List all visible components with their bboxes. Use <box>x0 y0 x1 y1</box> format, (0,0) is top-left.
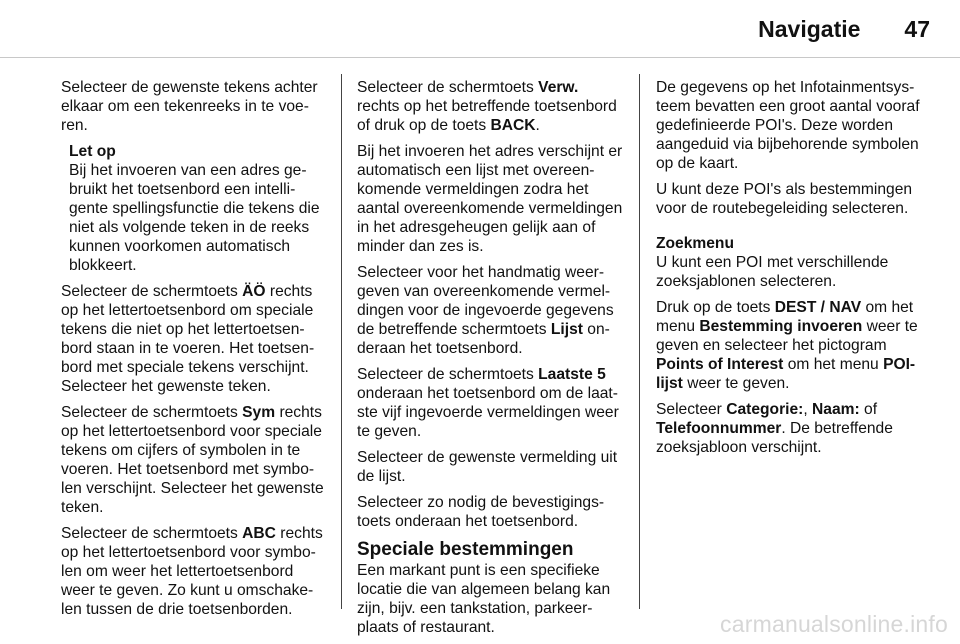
paragraph: Selecteer voor het handmatig weergeven van overeenkomende vermeldingen voor de ingevoerde gegevens de betreffende schermtoets Lijst onderaan het toetsenbord. <box>357 264 614 357</box>
key-label: Verw. <box>538 79 579 96</box>
paragraph: Selecteer de schermtoets ABC rechts op het lettertoetsenbord voor symbolen om weer het lettertoetsenbord weer te geven. Zo kunt u omschakelen tussen de drie toetsenborden. <box>61 525 323 618</box>
column-2 <box>357 78 625 644</box>
column-divider <box>341 74 342 609</box>
key-label: Lijst <box>550 321 583 338</box>
note-text: Bij het invoeren van een adres gebruikt het toetsenbord een intelligente spellingsfunctie die tekens die niet als volgende teken in de reeks kunnen voorkomen automatisch blokkeert. <box>69 162 320 274</box>
option-label: Telefoonnummer <box>656 420 782 437</box>
key-label: Sym <box>242 404 276 421</box>
page-number: 47 <box>904 16 930 42</box>
column-3 <box>656 78 928 464</box>
option-label: Categorie: <box>726 401 804 418</box>
paragraph: Selecteer de schermtoets ÄÖ rechts op het lettertoetsenbord om speciale tekens die niet op het lettertoetsenbord staan in te voeren. Het toetsenbord met speciale tekens verschijnt. Selecteer het gewenste teken. <box>61 283 315 395</box>
menu-label: POI-lijst <box>656 356 916 392</box>
watermark: carmanualsonline.info <box>720 611 948 637</box>
paragraph: Bij het invoeren het adres verschijnt er automatisch een lijst met overeenkomende vermeldingen zodra het aantal overeenkomende vermeldingen in het adresgeheugen gelijk aan of minder dan zes is. <box>357 143 623 255</box>
key-label: Laatste 5 <box>538 366 606 383</box>
key-label: BACK <box>490 117 536 134</box>
paragraph: Selecteer de gewenste tekens achter elkaar om een tekenreeks in te voeren. <box>61 79 318 134</box>
key-label: ÄÖ <box>242 283 266 300</box>
column-divider <box>639 74 640 609</box>
note-box <box>61 142 327 275</box>
key-label: ABC <box>242 525 276 542</box>
menu-label: Bestemming invoeren <box>699 318 863 335</box>
option-label: Naam: <box>812 401 860 418</box>
paragraph: Selecteer de schermtoets Laatste 5 onderaan het toetsenbord om de laatste vijf ingevoerde vermeldingen weer te geven. <box>357 366 619 440</box>
paragraph: Selecteer de schermtoets Verw. rechts op het betreffende toetsenbord of druk op de toets BACK. <box>357 79 617 134</box>
paragraph: Selecteer Categorie:, Naam: of Telefoonnummer. De betreffende zoeksjabloon verschijnt. <box>656 401 893 456</box>
icon-label: Points of Interest <box>656 356 784 373</box>
page-title: Navigatie <box>758 16 861 42</box>
paragraph: Selecteer de gewenste vermelding uit de lijst. <box>357 449 618 485</box>
key-label: DEST / NAV <box>774 299 862 316</box>
column-1 <box>61 78 327 626</box>
paragraph: Een markant punt is een specifieke locatie die van algemeen belang kan zijn, bijv. een tankstation, parkeerplaats of restaurant. <box>357 562 611 636</box>
paragraph: Druk op de toets DEST / NAV om het menu Bestemming invoeren weer te geven en selecteer het pictogram Points of Interest om het menu POI-lijst weer te geven. <box>656 299 918 392</box>
paragraph: Selecteer de schermtoets Sym rechts op het lettertoetsenbord voor speciale tekens om cijfers of symbolen in te voeren. Het toetsenbord met symbolen verschijnt. Selecteer het gewenste teken. <box>61 404 324 516</box>
note-title: Let op <box>69 143 116 160</box>
paragraph: Selecteer zo nodig de bevestigingstoets onderaan het toetsenbord. <box>357 494 605 530</box>
header-divider <box>0 57 960 58</box>
subsection-title: Zoekmenu <box>656 235 734 252</box>
paragraph: U kunt deze POI's als bestemmingen voor de routebegeleiding selecteren. <box>656 181 913 217</box>
section-title: Speciale bestemmingen <box>357 539 574 560</box>
paragraph: U kunt een POI met verschillende zoeksjablonen selecteren. <box>656 254 889 290</box>
paragraph: De gegevens op het Infotainmentsysteem bevatten een groot aantal vooraf gedefinieerde POI's. Deze worden aangeduid via bijbehorende symbolen op de kaart. <box>656 79 920 172</box>
page-header <box>758 16 930 43</box>
